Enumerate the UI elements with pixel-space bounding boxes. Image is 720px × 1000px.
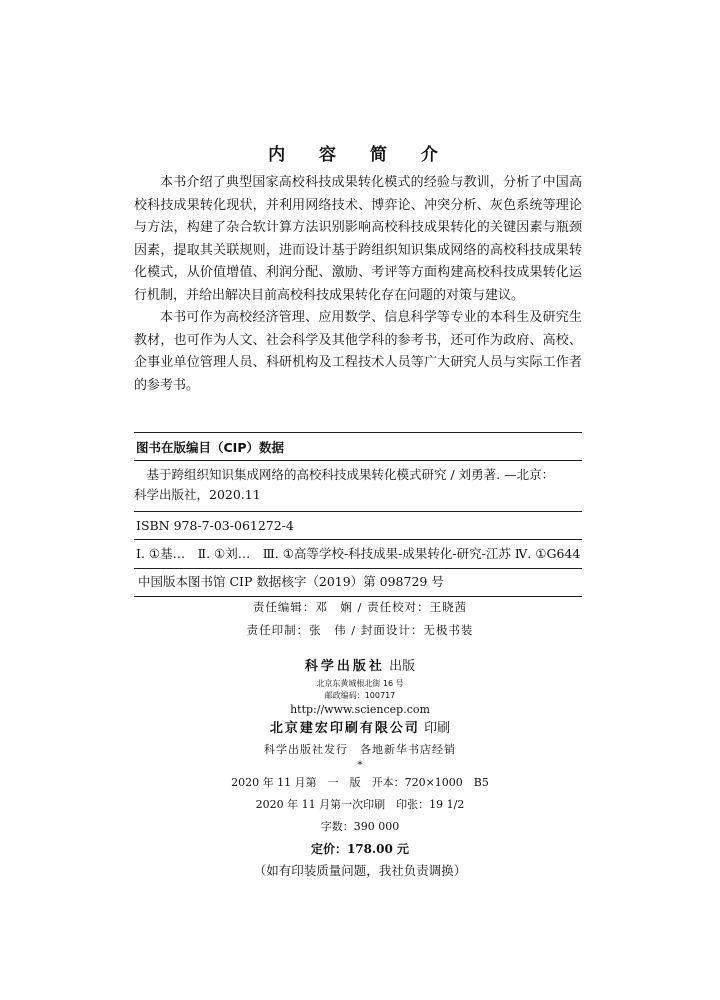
- imprint: [0, 656, 720, 882]
- distribution: 科学出版社发行 各地新华书店经销: [264, 743, 456, 756]
- publisher-url: http://www.sciencep.com: [290, 703, 430, 716]
- cip-entry-title: 基于跨组织知识集成网络的高校科技成果转化模式研究 / 刘勇著. —北京：: [146, 467, 555, 482]
- abstract-paragraph: 本书可作为高校经济管理、应用数学、信息科学等专业的本科生及研究生教材，也可作为人文、社会科学及其他学科的参考书，还可作为政府、高校、企事业单位管理人员、科研机构及工程技术人员等广大研究人员与实际工作者的参考书。: [134, 310, 582, 393]
- editors-credits: [0, 596, 720, 642]
- edition-info: 2020 年 11 月第 一 版 开本：720×1000 B5: [231, 776, 489, 789]
- word-count: 字数：390 000: [320, 820, 400, 833]
- printer-suffix: 印刷: [424, 721, 451, 736]
- postcode: 邮政编码：100717: [324, 691, 396, 700]
- publisher-address: 北京东黄城根北街 16 号: [316, 679, 404, 688]
- page-title: 内 容 简 介: [268, 145, 452, 165]
- cip-heading: 图书在版编目（CIP）数据: [136, 440, 284, 455]
- quality-note: （如有印装质量问题，我社负责调换）: [253, 863, 467, 878]
- isbn: ISBN 978-7-03-061272-4: [136, 518, 294, 533]
- abstract: [134, 172, 582, 397]
- cip-entry-publisher: 科学出版社，2020.11: [134, 487, 261, 502]
- printing-info: 2020 年 11 月第一次印刷 印张：19 1/2: [255, 798, 465, 811]
- printer-line: [0, 718, 720, 740]
- cip-entry: [134, 461, 582, 511]
- price: 定价：178.00 元: [310, 842, 410, 856]
- publisher-line: [0, 656, 720, 678]
- cip-block: [134, 432, 582, 597]
- publisher-name: 科学出版社: [304, 659, 385, 674]
- editor-line: 责任印制：张 伟 / 封面设计：无极书装: [246, 623, 474, 637]
- separator-star: *: [357, 760, 363, 771]
- editor-line: 责任编辑：邓 娴 / 责任校对：王晓茜: [252, 600, 468, 614]
- cip-number: 中国版本图书馆 CIP 数据核字（2019）第 098729 号: [138, 574, 444, 589]
- abstract-paragraph: 本书介绍了典型国家高校科技成果转化模式的经验与教训，分析了中国高校科技成果转化现状，并利用网络技术、博弈论、冲突分析、灰色系统等理论与方法，构建了杂合软计算方法识别影响高校科技成果转化的关键因素与瓶颈因素，提取其关联规则，进而设计基于跨组织知识集成网络的高校科技成果转化模式，从价值增值、利润分配、激励、考评等方面构建高校科技成果转化运行机制，并给出解决目前高校科技成果转化存在问题的对策与建议。: [134, 175, 582, 303]
- publisher-suffix: 出版: [389, 659, 416, 674]
- cip-classification: Ⅰ. ①基… Ⅱ. ①刘… Ⅲ. ①高等学校-科技成果-成果转化-研究-江苏 Ⅳ. ①G644: [136, 546, 581, 561]
- printer-name: 北京建宏印刷有限公司: [269, 721, 420, 736]
